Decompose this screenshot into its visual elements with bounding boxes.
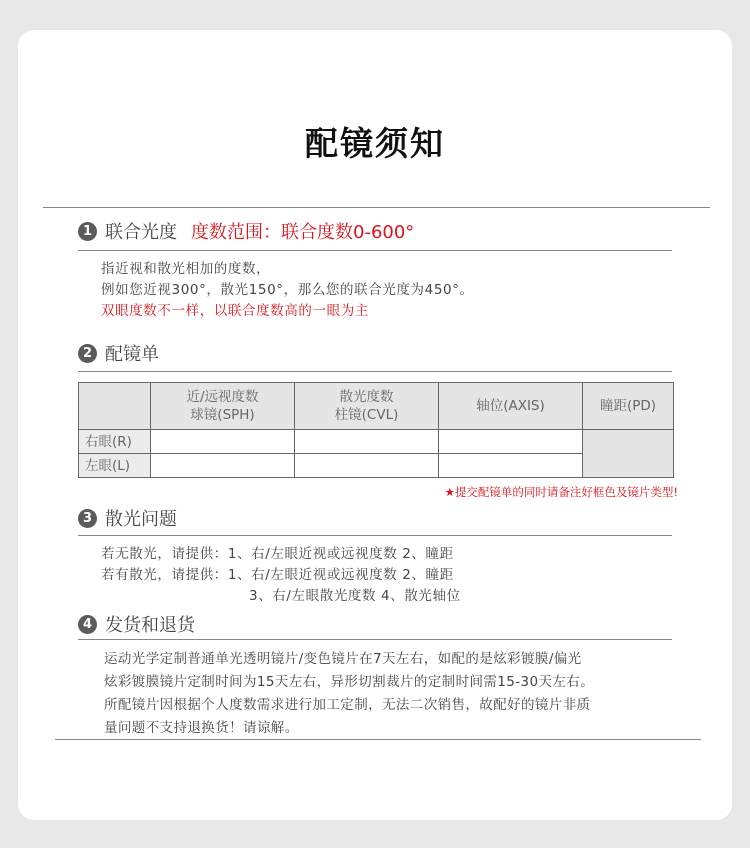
section-3-text: [101, 544, 461, 607]
left-eye-label: 左眼(L): [79, 454, 151, 478]
cvl-header-line1: 散光度数: [339, 389, 394, 405]
section-number-badge: 2: [78, 344, 97, 363]
text-line: 指近视和散光相加的度数，: [101, 261, 271, 277]
title-divider: [43, 207, 710, 208]
sph-header-line1: 近/远视度数: [186, 389, 259, 405]
axis-header: 轴位(AXIS): [439, 383, 583, 430]
text-line: 3、右/左眼散光度数 4、散光轴位: [249, 588, 461, 604]
section-1-header: [78, 218, 414, 244]
text-line: 所配镜片因根据个人度数需求进行加工定制，无法二次销售，故配好的镜片非质: [104, 697, 591, 713]
section-number-badge: 4: [78, 615, 97, 634]
left-sph-cell[interactable]: [151, 454, 295, 478]
section-2-heading: 配镜单: [105, 344, 159, 365]
degree-range: 度数范围：联合度数0-600°: [191, 222, 415, 243]
cvl-header-line2: 柱镜(CVL): [334, 407, 399, 423]
section-1-heading: 联合光度: [105, 222, 177, 243]
section-4-divider: [78, 639, 672, 640]
section-3-heading: 散光问题: [105, 509, 177, 530]
left-axis-cell[interactable]: [439, 454, 583, 478]
section-4-text: [104, 648, 594, 740]
right-axis-cell[interactable]: [439, 430, 583, 454]
text-line: 量问题不支持退换货！请谅解。: [104, 720, 299, 736]
section-3-divider: [78, 535, 672, 536]
page-title: 配镜须知: [305, 124, 445, 163]
section-4-header: [78, 611, 195, 637]
text-line: 若有散光，请提供：1、右/左眼近视或远视度数 2、瞳距: [101, 567, 454, 583]
text-line: 运动光学定制普通单光透明镜片/变色镜片在7天左右，如配的是炫彩镀膜/偏光: [104, 651, 582, 667]
bottom-divider: [55, 739, 701, 740]
text-line: 若无散光，请提供：1、右/左眼近视或远视度数 2、瞳距: [101, 546, 454, 562]
left-cvl-cell[interactable]: [295, 454, 439, 478]
table-corner-cell: [79, 383, 151, 430]
section-1-text: [101, 259, 474, 322]
pd-cell[interactable]: [583, 430, 674, 478]
right-sph-cell[interactable]: [151, 430, 295, 454]
section-1-divider: [78, 250, 672, 251]
right-cvl-cell[interactable]: [295, 430, 439, 454]
section-3-header: [78, 505, 177, 531]
section-number-badge: 3: [78, 509, 97, 528]
section-4-heading: 发货和退货: [105, 615, 195, 636]
sph-header: [151, 383, 295, 430]
section-2-divider: [78, 371, 672, 372]
red-note-line: 双眼度数不一样，以联合度数高的一眼为主: [101, 303, 369, 319]
text-line: 例如您近视300°，散光150°，那么您的联合光度为450°。: [101, 282, 474, 298]
cvl-header: [295, 383, 439, 430]
section-number-badge: 1: [78, 222, 97, 241]
right-eye-label: 右眼(R): [79, 430, 151, 454]
pd-header: 瞳距(PD): [583, 383, 674, 430]
section-2-header: [78, 340, 159, 366]
sph-header-line2: 球镜(SPH): [190, 407, 255, 423]
prescription-table: [78, 382, 674, 478]
order-note: ★提交配镜单的同时请备注好框色及镜片类型!: [444, 485, 678, 499]
text-line: 炫彩镀膜镜片定制时间为15天左右，异形切割裁片的定制时间需15-30天左右。: [104, 674, 595, 690]
